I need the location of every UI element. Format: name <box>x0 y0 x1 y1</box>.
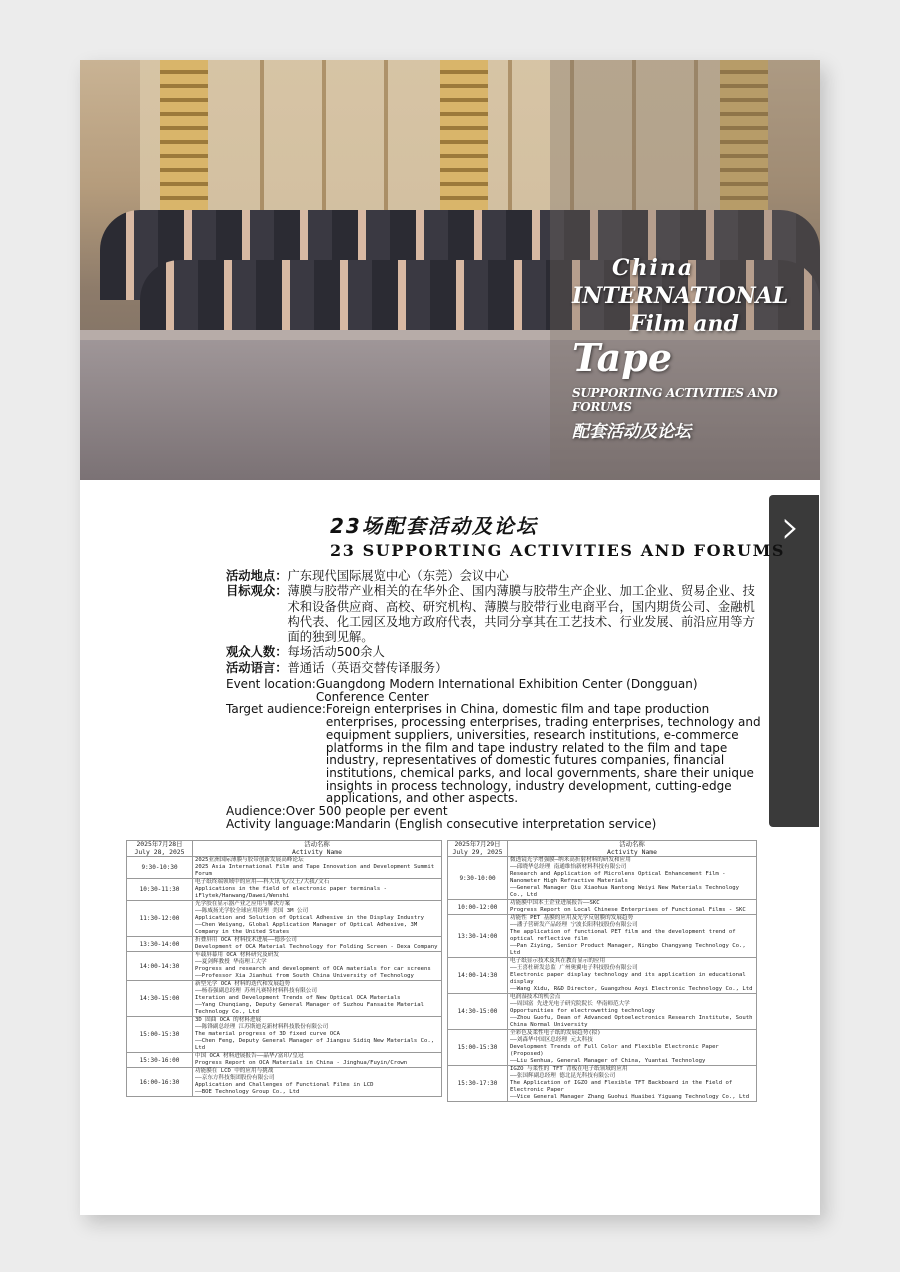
activity-line: ——Liu Senhua, General Manager of China, Yuantai Technology <box>510 1058 706 1064</box>
schedule-row <box>127 952 442 981</box>
schedule-time: 15:30-17:30 <box>448 1066 508 1102</box>
schedule-body <box>127 841 442 1097</box>
schedule-row <box>448 958 757 994</box>
activity-line: 2025亚洲国际薄膜与胶带创新发展高峰论坛 <box>195 857 304 863</box>
schedule-time: 15:00-15:30 <box>448 1030 508 1066</box>
activity-line: ——王喜杜研发总监 广州奥翼电子科技股份有限公司 <box>510 965 638 971</box>
schedule-time: 16:00-16:30 <box>127 1068 193 1097</box>
activity-line: 2025 Asia International Film and Tape Innovation and Development Summit Forum <box>195 864 435 877</box>
activity-line: ——邱晓华总经理 南通维怡新材料科技有限公司 <box>510 864 627 870</box>
schedule-activity <box>193 1017 442 1053</box>
date-cn: 2025年7月29日 <box>454 840 501 848</box>
schedule-activity <box>508 900 757 915</box>
activity-line: ——Wang Xidu, R&D Director, Guangzhou Aoyi Electronic Technology Co., Ltd <box>510 986 753 992</box>
schedule-row <box>127 1017 442 1053</box>
info-value: 广东现代国际展览中心（东莞）会议中心 <box>287 569 509 583</box>
info-label: Audience: <box>226 804 286 819</box>
activity-line: 光学胶在显示器产业之应用与解决方案 <box>195 901 291 907</box>
schedule-activity <box>508 958 757 994</box>
schedule-activity <box>508 915 757 958</box>
activity-line: 电子纸终端领域中的应用——科大讯飞/汉王/大我/文石 <box>195 879 330 885</box>
activity-line: ——刘森华中国区总经理 元太科技 <box>510 1037 593 1043</box>
schedule-row <box>127 1053 442 1068</box>
info-row <box>226 661 762 676</box>
hero-line-1: China <box>612 255 695 281</box>
hero-line-6: 配套活动及论坛 <box>572 422 691 442</box>
activity-line: Electronic paper display technology and its application in educational display <box>510 972 746 985</box>
hero-title <box>572 255 820 442</box>
info-row <box>226 703 766 805</box>
info-label: 活动语言： <box>226 660 288 675</box>
schedule-header <box>448 841 757 857</box>
name-cn: 活动名称 <box>619 840 645 848</box>
schedule-time: 10:30-11:30 <box>127 879 193 901</box>
schedule-time: 14:30-15:00 <box>127 981 193 1017</box>
schedule-row <box>448 1066 757 1102</box>
section-title-cn: 23场配套活动及论坛 <box>330 514 538 538</box>
activity-line: The application of functional PET film and the development trend of optical reflective film <box>510 929 736 942</box>
schedule-body <box>448 841 757 1102</box>
name-en: Activity Name <box>606 847 658 856</box>
activity-line: Iteration and Development Trends of New Optical OCA Materials <box>195 995 401 1001</box>
info-value: Over 500 people per event <box>285 804 448 819</box>
hero-line-3: Film and <box>630 311 739 337</box>
schedule-time: 14:00-14:30 <box>127 952 193 981</box>
schedule-row <box>127 981 442 1017</box>
schedule-time: 13:30-14:00 <box>448 915 508 958</box>
activity-line: 中国 OCA 材料进展报告——晶华/富印/皇冠 <box>195 1053 304 1059</box>
activity-line: 全彩色及柔性电子纸的发展趋势(拟) <box>510 1030 601 1036</box>
activity-line: ——Chen Feng, Deputy General Manager of Jiangsu Sidiq New Materials Co., Ltd <box>195 1038 435 1051</box>
schedule-date-header <box>127 841 193 857</box>
chevron-right-icon: › <box>781 499 801 555</box>
schedule-table-day1 <box>126 840 442 1097</box>
name-en: Activity Name <box>291 847 343 856</box>
date-cn: 2025年7月28日 <box>136 840 183 848</box>
info-row <box>226 805 766 818</box>
schedule-activity <box>508 1066 757 1102</box>
hero-pillar <box>160 60 208 230</box>
schedule-activity <box>193 879 442 901</box>
activity-line: 功能膜中国本土企业进展报告——SKC <box>510 900 600 906</box>
activity-line: 3D 固曲 OCA 的材料进展 <box>195 1017 262 1023</box>
activity-line: 车载屏幕用 OCA 材料研究及研发 <box>195 952 279 958</box>
info-value: 每场活动500余人 <box>287 645 385 660</box>
activity-line: IGZO 与柔性的 TFT 背板在电子纸领域的应用 <box>510 1066 628 1072</box>
schedule-name-header <box>193 841 442 857</box>
activity-line: ——张国辉副总经理 德北昆光科技有限公司 <box>510 1073 616 1079</box>
hero-line-5: SUPPORTING ACTIVITIES AND FORUMS <box>572 386 778 414</box>
activity-line: ——周国富 先进光电子研究院院长 华南师范大学 <box>510 1001 630 1007</box>
name-cn: 活动名称 <box>304 840 330 848</box>
schedule-activity <box>508 857 757 900</box>
info-row <box>226 569 762 584</box>
activity-line: ——Zhou Guofu, Dean of Advanced Optoelectronics Research Institute, South China Normal University <box>510 1015 753 1028</box>
schedule-activity <box>193 857 442 879</box>
schedule-row <box>127 1068 442 1097</box>
schedule-name-header <box>508 841 757 857</box>
schedule-activity <box>193 981 442 1017</box>
activity-line: ——BOE Technology Group Co., Ltd <box>195 1089 300 1095</box>
activity-line: 功能膜在 LCD 中的应用与挑战 <box>195 1068 274 1074</box>
schedule-row <box>127 901 442 937</box>
activity-line: Applications in the field of electronic paper terminals - iFlytek/Hanwang/Dawei/Wenshi <box>195 886 387 899</box>
schedule-activity <box>193 952 442 981</box>
activity-line: The material progress of 3D fixed curve OCA <box>195 1031 340 1037</box>
info-label: Target audience: <box>226 702 326 717</box>
schedule-activity <box>193 937 442 952</box>
activity-line: 电子纸显示技术及其在教育显示的应用 <box>510 958 606 964</box>
schedule-time: 9:30-10:00 <box>448 857 508 900</box>
schedule-time: 13:30-14:00 <box>127 937 193 952</box>
activity-line: Progress Report on Local Chinese Enterprises of Functional Films - SKC <box>510 907 746 913</box>
schedule-time: 9:30-10:30 <box>127 857 193 879</box>
info-cn <box>226 569 762 676</box>
schedule-row <box>448 994 757 1030</box>
schedule-time: 15:30-16:00 <box>127 1053 193 1068</box>
info-row <box>226 678 766 703</box>
activity-line: Progress Report on OCA Materials in China - Jinghua/Fuyin/Crown <box>195 1060 408 1066</box>
activity-line: Application and Challenges of Functional Films in LCD <box>195 1082 374 1088</box>
info-value: Guangdong Modern International Exhibition Center (Dongguan) Conference Center <box>315 677 698 704</box>
activity-line: ——陈威扬光学胶全球应用经理 美国 3M 公司 <box>195 908 309 914</box>
schedule-activity <box>508 1030 757 1066</box>
schedule-time: 15:00-15:30 <box>127 1017 193 1053</box>
date-en: July 28, 2025 <box>134 847 185 856</box>
activity-line: ——Chen Weiyang, Global Application Manager of Optical Adhesive, 3M Company in the United States <box>195 922 418 935</box>
schedule-time: 10:00-12:00 <box>448 900 508 915</box>
hero-line-4: Tape <box>572 335 673 380</box>
activity-line: ——General Manager Qiu Xiaohua Nantong Weiyi New Materials Technology Co., Ltd <box>510 885 740 898</box>
schedule-table-day2 <box>447 840 757 1102</box>
schedule-row <box>448 915 757 958</box>
activity-line: 功能性 PET 基膜的应用及光学反射膜的发展趋势 <box>510 915 634 921</box>
schedule-date-header <box>448 841 508 857</box>
activity-line: 折叠屏用 OCA 材料技术进展——德莎公司 <box>195 937 297 943</box>
schedule-row <box>448 1030 757 1066</box>
schedule-row <box>448 857 757 900</box>
schedule-activity <box>508 994 757 1030</box>
activity-line: Development Trends of Full Color and Flexible Electronic Paper (Proposed) <box>510 1044 719 1057</box>
info-row <box>226 818 766 831</box>
schedule-row <box>127 937 442 952</box>
activity-line: ——夏剑辉教授 华南理工大学 <box>195 959 267 965</box>
activity-line: Progress and research and development of OCA materials for car screens <box>195 966 431 972</box>
schedule-row <box>127 879 442 901</box>
info-row <box>226 645 762 660</box>
activity-line: Development of OCA Material Technology for Folding Screen - Dexa Company <box>195 944 438 950</box>
schedule-row <box>127 857 442 879</box>
activity-line: ——陈锋副总经理 江苏斯迪克新材料科技股份有限公司 <box>195 1024 329 1030</box>
schedule-header <box>127 841 442 857</box>
date-en: July 29, 2025 <box>452 847 503 856</box>
activity-line: 电润湿技术的机会点 <box>510 994 561 1000</box>
schedule-time: 14:30-15:00 <box>448 994 508 1030</box>
schedule-activity <box>193 901 442 937</box>
hero-pillar <box>440 60 488 230</box>
schedule-time: 14:00-14:30 <box>448 958 508 994</box>
activity-line: ——Vice General Manager Zhang Guohui Huaibei Yiguang Technology Co., Ltd <box>510 1094 750 1100</box>
info-value: 薄膜与胶带产业相关的在华外企、国内薄膜与胶带生产企业、加工企业、贸易企业、技术和设备供应商、高校、研究机构、薄膜与胶带行业电商平台，国内期货公司、金融机构代表、化工园区及地方政府代表，共同分享其在工艺技术、行业发展、前沿应用等方面的独到见解。 <box>287 584 755 645</box>
info-value: Foreign enterprises in China, domestic film and tape production enterprises, processing enterprises, trading enterprises, technology and equipment suppliers, universities, research institutions, e-commerce platforms in the film and tape industry related to the film and tape industry, representatives of domestic futures companies, financial institutions, chemical parks, and local governments, share their unique insights in process technology, industry development, cutting-edge applications, and other aspects. <box>325 702 761 806</box>
activity-line: The Application of IGZO and Flexible TFT Backboard in the Field of Electronic Paper <box>510 1080 733 1093</box>
info-label: Activity language: <box>226 816 335 831</box>
activity-line: Application and Solution of Optical Adhesive in the Display Industry <box>195 915 425 921</box>
activity-line: 新型光学 OCA 材料的迭代和发展趋势 <box>195 981 291 987</box>
info-value: Mandarin (English consecutive interpretation service) <box>334 816 657 831</box>
schedule-activity <box>193 1068 442 1097</box>
section-title-en: 23 SUPPORTING ACTIVITIES AND FORUMS <box>330 541 786 560</box>
activity-line: ——Yang Chunqiang, Deputy General Manager of Suzhou Fansaite Material Technology Co., Ltd <box>195 1002 425 1015</box>
activity-line: ——京东方科技集团股份有限公司 <box>195 1075 275 1081</box>
activity-line: 微透镜光学增强膜—纳米高折射材料的研发和应用 <box>510 857 631 863</box>
schedule-time: 11:30-12:00 <box>127 901 193 937</box>
hero-line-2: INTERNATIONAL <box>572 283 789 309</box>
activity-line: ——杨春强副总经理 苏州凡赛特材料科技有限公司 <box>195 988 317 994</box>
schedule-activity <box>193 1053 442 1068</box>
info-value: 普通话（英语交替传译服务） <box>287 660 448 675</box>
info-label: 观众人数： <box>226 645 288 660</box>
activity-line: ——Pan Ziying, Senior Product Manager, Ningbo Changyang Technology Co., Ltd <box>510 943 746 956</box>
activity-line: Opportunities for electrowetting technology <box>510 1008 655 1014</box>
activity-line: ——潘子营研发产品经理 宁波长阳科技股份有限公司 <box>510 922 638 928</box>
schedule-row <box>448 900 757 915</box>
info-label: Event location: <box>226 677 316 691</box>
info-label: 活动地点： <box>226 569 288 583</box>
info-en <box>226 678 766 830</box>
info-label: 目标观众： <box>226 584 288 599</box>
activity-line: Research and Application of Microlens Optical Enhancement Film - Nanometer High Refractive Materials <box>510 871 726 884</box>
activity-line: ——Professor Xia Jianhui from South China University of Technology <box>195 973 414 979</box>
info-row <box>226 584 762 645</box>
